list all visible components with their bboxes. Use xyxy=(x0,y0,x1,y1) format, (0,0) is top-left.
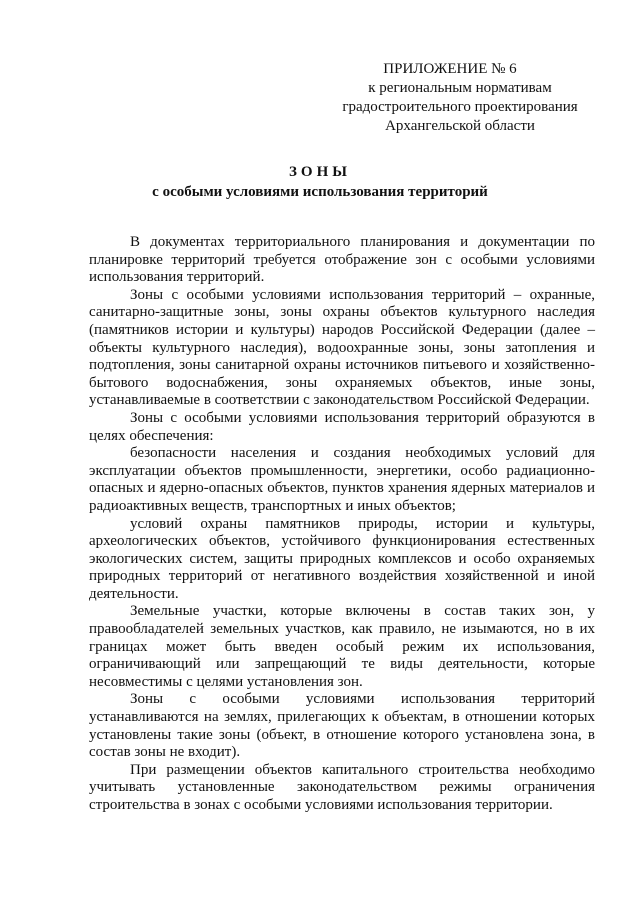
paragraph: Земельные участки, которые включены в состав таких зон, у правообладателей земельных участков, как правило, не изымаются, но в их границах может быть введен особый режим их использования, ограничивающий или запрещающий те виды деятельности, которые несовместимы с целями установления зон. xyxy=(89,603,595,690)
document-title: ЗОНЫ xyxy=(289,164,351,180)
appendix-header xyxy=(300,60,620,136)
paragraph: Зоны с особыми условиями использования территорий устанавливаются на землях, прилегающих к объектам, в отношении которых установлены такие зоны (объект, в отношение которого установлена зона, в состав зоны не входит). xyxy=(89,691,595,761)
document-body xyxy=(89,234,595,815)
appendix-number: ПРИЛОЖЕНИЕ № 6 xyxy=(383,61,517,77)
document-subtitle: с особыми условиями использования территорий xyxy=(152,184,488,200)
paragraph: При размещении объектов капитального строительства необходимо учитывать установленные законодательством режимы ограничения строительства в зонах с особыми условиями использования территории. xyxy=(89,761,595,813)
paragraph: безопасности населения и создания необходимых условий для эксплуатации объектов промышленности, энергетики, особо радиационно-опасных и ядерно-опасных объектов, пунктов хранения ядерных материалов и радиоактивных веществ, транспортных и иных объектов; xyxy=(89,445,595,514)
paragraph: В документах территориального планирования и документации по планировке территорий требуется отображение зон с особыми условиями использования территорий. xyxy=(89,234,595,286)
paragraph: условий охраны памятников природы, истории и культуры, археологических объектов, устойчивого функционирования естественных экологических систем, защиты природных комплексов и особо охраняемых природных территорий от негативного воздействия хозяйственной и иной деятельности. xyxy=(89,515,595,602)
paragraph: Зоны с особыми условиями использования территорий – охранные, санитарно-защитные зоны, зоны охраны объектов культурного наследия (памятников истории и культуры) народов Российской Федерации (далее – объекты культурного наследия), водоохранные зоны, зоны затопления и подтопления, зоны санитарной охраны источников питьевого и хозяйственно-бытового водоснабжения, зоны охраняемых объектов, иные зоны, устанавливаемые в соответствии с законодательством Российской Федерации. xyxy=(89,286,595,409)
appendix-line-4: Архангельской области xyxy=(385,118,535,134)
appendix-line-3: градостроительного проектирования xyxy=(342,99,578,115)
paragraph: Зоны с особыми условиями использования территорий образуются в целях обеспечения: xyxy=(89,409,595,444)
appendix-line-2: к региональным нормативам xyxy=(368,80,552,96)
